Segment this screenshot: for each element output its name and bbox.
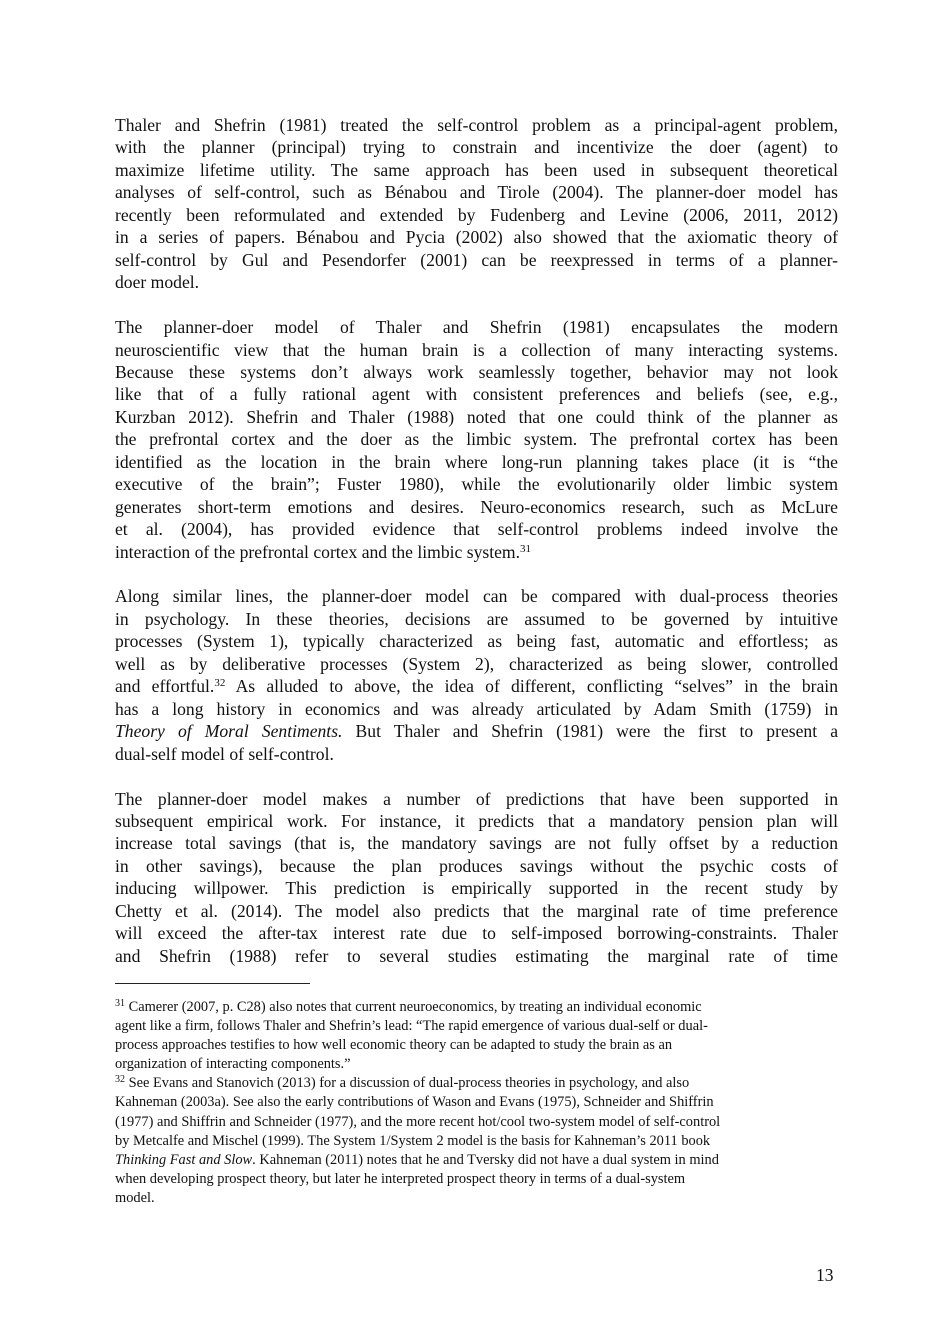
text-segment: Along similar lines, the planner-doer model can be compared with dual-process theories [115, 586, 838, 607]
text-segment: in other savings), because the plan produces savings without the psychic costs of [115, 855, 838, 876]
text-segment: process approaches testifies to how well economic theory can be adapted to study the brain as an [115, 1037, 673, 1054]
text-line [115, 428, 838, 450]
footnote-separator [115, 983, 310, 984]
text-line [115, 383, 838, 405]
text-line [115, 473, 838, 495]
text-segment: processes (System 1), typically characterized as being fast, automatic and effortless; as [115, 631, 838, 652]
text-segment: maximize lifetime utility. The same approach has been used in subsequent theoretical [115, 159, 838, 180]
text-segment: organization of interacting components.” [115, 1056, 351, 1073]
text-line [115, 1093, 838, 1112]
text-segment: model. [115, 1189, 155, 1206]
text-line [115, 788, 838, 810]
text-line [115, 406, 838, 428]
text-line [115, 855, 838, 877]
footnote-mark: 31 [115, 998, 125, 1009]
text-line [115, 1113, 838, 1132]
text-line [115, 675, 838, 697]
text-segment: The planner-doer model of Thaler and Shefrin (1981) encapsulates the modern [115, 317, 838, 338]
text-line [115, 339, 838, 361]
text-segment: has a long history in economics and was already articulated by Adam Smith (1759) in [115, 698, 838, 719]
text-line [115, 720, 838, 742]
text-line [115, 608, 838, 630]
footnotes [115, 998, 838, 1208]
text-segment: agent like a firm, follows Thaler and Shefrin’s lead: “The rapid emergence of various dual-self or dual- [115, 1018, 708, 1035]
text-line [115, 181, 838, 203]
text-segment: Camerer (2007, p. C28) also notes that current neuroeconomics, by treating an individual economic [125, 999, 702, 1015]
text-segment: doer model. [115, 272, 200, 293]
text-segment: in a series of papers. Bénabou and Pycia (2002) also showed that the axiomatic theory of [115, 227, 838, 248]
text-segment: Because these systems don’t always work seamlessly together, behavior may not look [115, 361, 838, 382]
text-segment: when developing prospect theory, but later he interpreted prospect theory in terms of a dual-system [115, 1170, 686, 1187]
text-segment: the prefrontal cortex and the doer as the limbic system. The prefrontal cortex has been [115, 429, 838, 450]
paragraph-3 [115, 585, 838, 765]
footnote-mark: 31 [520, 542, 532, 555]
text-segment: like that of a fully rational agent with consistent preferences and beliefs (see, e.g., [115, 384, 838, 405]
text-line [115, 1074, 838, 1093]
text-line [115, 877, 838, 899]
text-line [115, 630, 838, 652]
text-segment: Kahneman (2003a). See also the early contributions of Wason and Evans (1975), Schneider and Shiffrin [115, 1094, 714, 1111]
text-segment: But Thaler and Shefrin (1981) were the first to present a [342, 721, 838, 742]
text-line [115, 541, 838, 563]
text-line [115, 900, 838, 922]
text-line [115, 316, 838, 338]
text-segment: identified as the location in the brain where long-run planning takes place (it is “the [115, 451, 838, 472]
text-segment: analyses of self-control, such as Bénabou and Tirole (2004). The planner-doer model has [115, 182, 838, 203]
text-line [115, 226, 838, 248]
text-segment: in psychology. In these theories, decisions are assumed to be governed by intuitive [115, 608, 838, 629]
text-line [115, 1151, 838, 1170]
text-line [115, 653, 838, 675]
text-line [115, 518, 838, 540]
text-segment: (1977) and Shiffrin and Schneider (1977), and the more recent hot/cool two-system model of self-control [115, 1113, 721, 1130]
text-line [115, 159, 838, 181]
text-segment: subsequent empirical work. For instance, it predicts that a mandatory pension plan will [115, 811, 838, 831]
text-line [115, 361, 838, 383]
text-line [115, 1189, 838, 1208]
text-line [115, 1036, 838, 1055]
text-segment: The planner-doer model makes a number of predictions that have been supported in [115, 788, 838, 809]
text-segment: et al. (2004), has provided evidence that self-control problems indeed involve the [115, 519, 838, 540]
text-line [115, 810, 838, 832]
text-line [115, 998, 838, 1017]
text-line [115, 698, 838, 720]
text-segment: with the planner (principal) trying to constrain and incentivize the doer (agent) to [115, 137, 838, 158]
text-segment: dual-self model of self-control. [115, 743, 334, 764]
text-line [115, 114, 838, 136]
text-segment: Kurzban 2012). Shefrin and Thaler (1988) noted that one could think of the planner as [115, 406, 838, 427]
text-segment: inducing willpower. This prediction is empirically supported in the recent study by [115, 878, 838, 899]
page-number: 13 [816, 1265, 834, 1285]
text-line [115, 1017, 838, 1036]
text-line [115, 271, 838, 293]
text-line [115, 204, 838, 226]
text-line [115, 922, 838, 944]
text-line [115, 743, 838, 765]
text-segment: by Metcalfe and Mischel (1999). The System 1/System 2 model is the basis for Kahneman’s 2011 book [115, 1132, 711, 1149]
text-segment: . Kahneman (2011) notes that he and Tversky did not have a dual system in mind [252, 1151, 719, 1168]
text-segment: Chetty et al. (2014). The model also predicts that the marginal rate of time preference [115, 900, 838, 921]
text-line [115, 945, 838, 967]
paragraph-1 [115, 114, 838, 294]
text-segment: As alluded to above, the idea of different, conflicting “selves” in the brain [225, 676, 838, 697]
text-segment: neuroscientific view that the human brain is a collection of many interacting systems. [115, 339, 838, 360]
footnote-mark: 32 [115, 1074, 125, 1086]
text-line [115, 249, 838, 271]
text-segment: will exceed the after-tax interest rate due to self-imposed borrowing-constraints. Thaler [115, 923, 838, 944]
text-segment: See Evans and Stanovich (2013) for a discussion of dual-process theories in psychology, and also [125, 1075, 690, 1092]
text-segment: and effortful. [115, 676, 215, 697]
text-line [115, 496, 838, 518]
text-line [115, 1170, 838, 1189]
text-segment: well as by deliberative processes (System 2), characterized as being slower, controlled [115, 653, 838, 674]
text-line [115, 832, 838, 854]
text-line [115, 585, 838, 607]
paragraph-4 [115, 788, 838, 968]
text-line [115, 1055, 838, 1074]
italic-text: Thinking Fast and Slow [115, 1151, 253, 1168]
text-segment: interaction of the prefrontal cortex and the limbic system. [115, 541, 521, 562]
text-segment: generates short-term emotions and desires. Neuro-economics research, such as McLure [115, 496, 838, 517]
paragraph-2 [115, 316, 838, 563]
text-segment: increase total savings (that is, the mandatory savings are not fully offset by a reduction [115, 833, 838, 854]
footnote-1 [115, 998, 838, 1074]
text-segment: Thaler and Shefrin (1981) treated the self-control problem as a principal-agent problem, [115, 115, 838, 135]
text-segment: executive of the brain”; Fuster 1980), while the evolutionarily older limbic system [115, 474, 838, 495]
footnote-2 [115, 1074, 838, 1208]
text-line [115, 451, 838, 473]
text-line [115, 136, 838, 158]
body-text [115, 114, 838, 990]
text-segment: self-control by Gul and Pesendorfer (2001) can be reexpressed in terms of a planner- [115, 249, 838, 270]
text-segment: and Shefrin (1988) refer to several studies estimating the marginal rate of time [115, 945, 838, 966]
italic-text: Theory of Moral Sentiments. [115, 721, 343, 742]
text-line [115, 1132, 838, 1151]
text-segment: recently been reformulated and extended by Fudenberg and Levine (2006, 2011, 2012) [115, 204, 838, 225]
footnote-mark: 32 [214, 677, 226, 690]
